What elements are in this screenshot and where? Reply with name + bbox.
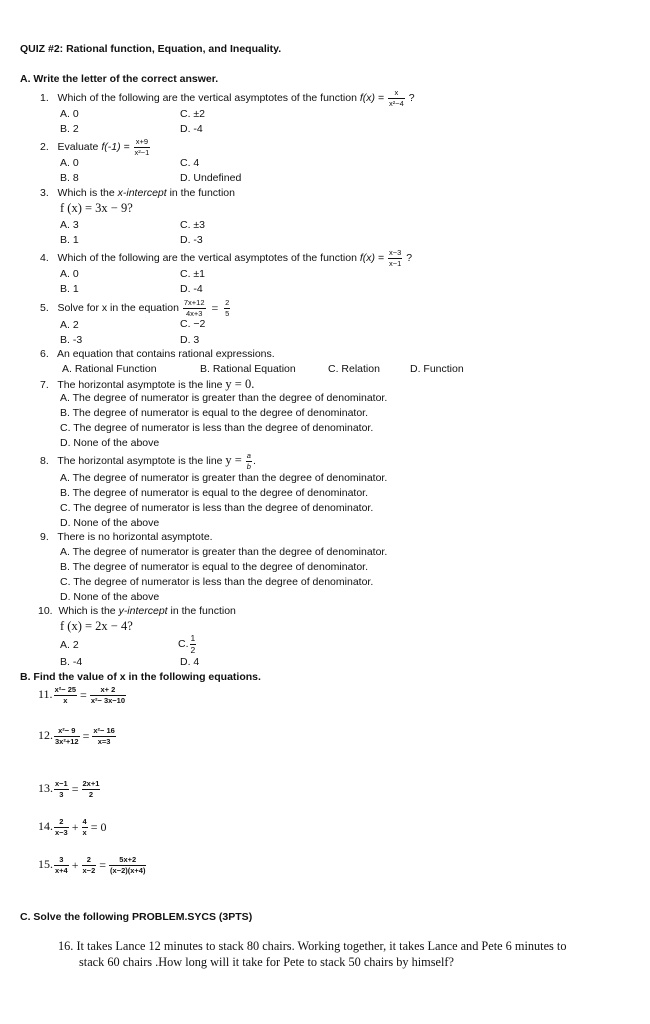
eq11-d2: x²− 3x−10 (90, 695, 126, 705)
q1-number: 1. (40, 91, 49, 104)
eq14-op: + (71, 819, 79, 834)
q4-option-b: B. 1 (60, 283, 79, 295)
q5-number: 5. (40, 301, 49, 314)
q4-option-a: A. 0 (60, 268, 79, 280)
q5-option-b: B. -3 (60, 334, 83, 346)
q10-option-b: B. -4 (60, 656, 83, 668)
eq13-d2: 2 (88, 789, 94, 799)
q10-option-c (178, 634, 197, 654)
q3-text: Which is the (57, 187, 115, 199)
q3-emphasis: x-intercept (117, 187, 167, 199)
q10-option-c-fraction (190, 634, 197, 654)
eq11-number: 11. (38, 686, 53, 701)
eq13-n2: 2x+1 (82, 779, 100, 788)
q2-option-b: B. 8 (60, 172, 79, 184)
eq12-number: 12. (38, 727, 53, 742)
eq15-fraction-3 (109, 856, 146, 874)
q4-end: ? (406, 251, 413, 264)
eq15-fraction-2 (82, 856, 97, 874)
question-8 (40, 452, 256, 470)
eq13-number: 13. (38, 780, 53, 795)
q6-option-a: A. Rational Function (62, 363, 157, 375)
question-10 (38, 605, 236, 617)
q4-fraction (388, 249, 402, 267)
question-5 (40, 299, 231, 317)
q1-option-d: D. -4 (180, 123, 203, 135)
equation-15 (38, 856, 147, 874)
q1-option-a: A. 0 (60, 108, 79, 120)
q8-end: . (252, 454, 256, 467)
problem-16-line-2: stack 60 chairs .How long will it take for Pete to stack 50 chairs by himself? (79, 955, 454, 969)
q9-option-a: A. The degree of numerator is greater than the degree of denominator. (60, 546, 388, 558)
eq14-d2: x (82, 827, 87, 837)
q7-text: The horizontal asymptote is the line (57, 379, 223, 391)
q1-frac-den: x²−4 (389, 98, 404, 108)
q4-option-d: D. -4 (180, 283, 203, 295)
q7-math: y = 0. (225, 377, 255, 391)
q10-number: 10. (38, 605, 53, 617)
q10-option-c-label: C. (178, 637, 189, 650)
eq13-fraction-1 (54, 780, 69, 798)
eq11-fraction-2 (90, 686, 126, 704)
eq12-n2: x²− 16 (93, 726, 115, 735)
eq15-number: 15. (38, 856, 53, 871)
q5-option-a: A. 2 (60, 319, 79, 331)
section-b-heading: B. Find the value of x in the following equations. (20, 671, 261, 683)
eq15-fraction-1 (54, 856, 69, 874)
q10-c-den: 2 (190, 644, 196, 655)
q10-c-num: 1 (190, 633, 196, 643)
eq15-n2: 2 (82, 856, 97, 866)
q10-option-d: D. 4 (180, 656, 200, 668)
q4-func: f(x) = (359, 251, 385, 264)
q1-frac-num: x (388, 89, 405, 99)
equation-13 (38, 780, 101, 798)
q8-math: y = (225, 452, 242, 467)
q2-frac-num: x+9 (134, 138, 151, 148)
eq15-d3: (x−2)(x+4) (110, 865, 146, 875)
section-a-heading: A. Write the letter of the correct answer. (20, 73, 219, 85)
q4-text: Which of the following are the vertical asymptotes of the function (57, 251, 357, 264)
eq12-n1: x²− 9 (54, 727, 80, 737)
eq13-op: = (71, 781, 79, 796)
question-9 (40, 531, 213, 543)
q6-option-b: B. Rational Equation (200, 363, 296, 375)
q8-number: 8. (40, 454, 49, 467)
q3-text2: in the function (169, 187, 235, 199)
eq12-d1: 3x²+12 (55, 736, 79, 746)
q1-text: Which of the following are the vertical asymptotes of the function (57, 91, 357, 104)
q1-fraction (388, 89, 405, 107)
question-3 (40, 187, 235, 199)
q9-option-c: C. The degree of numerator is less than the degree of denominator. (60, 576, 374, 588)
eq11-fraction-1 (54, 686, 77, 704)
eq13-d1: 3 (59, 789, 64, 799)
q5-text: Solve for x in the equation (57, 301, 179, 314)
eq14-d1: x−3 (55, 827, 68, 837)
q6-number: 6. (40, 348, 49, 360)
q5-frac-right-num: 2 (225, 298, 230, 307)
q8-option-d: D. None of the above (60, 517, 160, 529)
q8-option-c: C. The degree of numerator is less than the degree of denominator. (60, 502, 374, 514)
eq15-n3: 5x+2 (109, 856, 146, 866)
q8-frac-num: a (246, 451, 251, 460)
q10-emphasis: y-intercept (118, 605, 168, 617)
q5-equals: = (211, 300, 219, 315)
q4-frac-den: x−1 (389, 258, 402, 268)
q3-function: f (x) = 3x − 9? (60, 201, 133, 215)
q1-option-b: B. 2 (60, 123, 79, 135)
eq14-fraction-2 (82, 818, 88, 836)
q2-fraction (134, 138, 151, 156)
q8-text: The horizontal asymptote is the line (57, 454, 223, 467)
eq13-fraction-2 (82, 780, 101, 798)
question-6 (40, 348, 275, 360)
q7-option-b: B. The degree of numerator is equal to the degree of denominator. (60, 407, 369, 419)
q2-option-d: D. Undefined (180, 172, 242, 184)
q3-option-c: C. ±3 (180, 219, 206, 231)
eq15-d1: x+4 (55, 865, 68, 875)
q1-func: f(x) = (359, 91, 385, 104)
eq14-tail: = 0 (90, 819, 107, 834)
q10-text2: in the function (170, 605, 236, 617)
eq11-d1: x (63, 695, 68, 705)
q2-option-a: A. 0 (60, 157, 79, 169)
q9-option-b: B. The degree of numerator is equal to the degree of denominator. (60, 561, 369, 573)
q2-option-c: C. 4 (180, 157, 200, 169)
q5-frac-left-den: 4x+3 (185, 308, 203, 318)
q2-text: Evaluate (57, 140, 99, 153)
eq14-n1: 2 (54, 818, 69, 828)
q3-option-b: B. 1 (60, 234, 79, 246)
q7-option-d: D. None of the above (60, 437, 160, 449)
q1-end: ? (408, 91, 415, 104)
q8-option-b: B. The degree of numerator is equal to the degree of denominator. (60, 487, 369, 499)
q2-frac-den: x²−1 (134, 147, 150, 157)
q3-option-d: D. -3 (180, 234, 203, 246)
q7-number: 7. (40, 379, 49, 391)
eq12-d2: x=3 (97, 736, 111, 746)
eq15-n1: 3 (54, 856, 69, 866)
q6-option-d: D. Function (410, 363, 464, 375)
equation-11 (38, 686, 127, 704)
equation-12 (38, 727, 117, 745)
eq14-fraction-1 (54, 818, 69, 836)
q6-text: An equation that contains rational expressions. (56, 348, 275, 360)
section-c-heading: C. Solve the following PROBLEM.SYCS (3PTS) (20, 911, 253, 923)
eq15-d2: x−2 (82, 865, 96, 875)
eq12-op: = (82, 728, 90, 743)
eq11-op: = (80, 687, 87, 702)
q5-option-d: D. 3 (180, 334, 200, 346)
q4-frac-num: x−3 (389, 248, 402, 257)
q4-number: 4. (40, 251, 49, 264)
eq12-fraction-1 (54, 727, 80, 745)
eq14-n2: 4 (82, 817, 87, 826)
eq13-n1: x−1 (55, 779, 68, 788)
eq11-n1: x²− 25 (54, 685, 77, 694)
q10-option-a: A. 2 (60, 639, 79, 651)
q8-fraction (246, 452, 252, 470)
quiz-title: QUIZ #2: Rational function, Equation, and Inequality. (20, 43, 282, 55)
q1-option-c: C. ±2 (180, 108, 206, 120)
q9-number: 9. (40, 531, 49, 543)
q9-option-d: D. None of the above (60, 591, 160, 603)
q5-option-c: C. −2 (180, 318, 206, 330)
q3-option-a: A. 3 (60, 219, 79, 231)
question-4 (40, 249, 412, 267)
question-2 (40, 138, 151, 156)
q3-number: 3. (40, 187, 49, 199)
q2-func: f(-1) = (101, 140, 130, 153)
q5-fraction-left (183, 299, 206, 317)
q10-function: f (x) = 2x − 4? (60, 619, 133, 633)
q8-frac-den: b (246, 461, 251, 471)
q6-option-c: C. Relation (328, 363, 380, 375)
eq12-fraction-2 (92, 727, 115, 745)
problem-16-line-1: 16. It takes Lance 12 minutes to stack 80 chairs. Working together, it takes Lance and Pete 6 minutes to (58, 939, 567, 953)
q5-frac-right-den: 5 (225, 308, 230, 318)
eq14-number: 14. (38, 818, 53, 833)
q9-text: There is no horizontal asymptote. (57, 531, 213, 543)
eq15-op2: = (99, 857, 107, 872)
question-1 (40, 89, 415, 107)
question-7 (40, 377, 254, 392)
q5-fraction-right (224, 299, 230, 317)
eq11-n2: x+ 2 (90, 686, 126, 696)
q7-option-a: A. The degree of numerator is greater than the degree of denominator. (60, 392, 388, 404)
q2-number: 2. (40, 140, 49, 153)
eq15-op: + (71, 857, 79, 872)
q4-option-c: C. ±1 (180, 268, 206, 280)
q10-text: Which is the (58, 605, 116, 617)
q5-frac-left-num: 7x+12 (183, 298, 205, 307)
q7-option-c: C. The degree of numerator is less than the degree of denominator. (60, 422, 374, 434)
equation-14 (38, 818, 108, 836)
q8-option-a: A. The degree of numerator is greater than the degree of denominator. (60, 472, 388, 484)
